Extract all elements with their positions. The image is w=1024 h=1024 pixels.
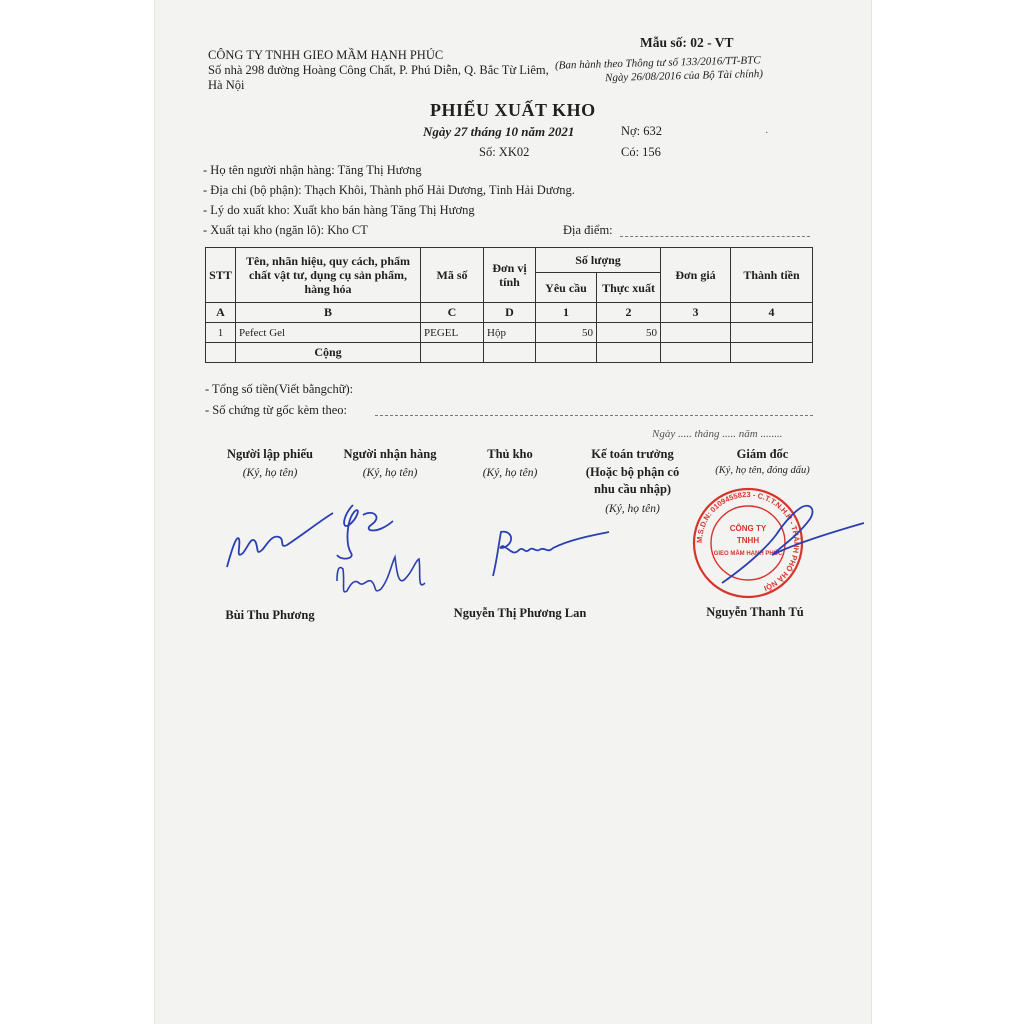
form-code: Mẫu số: 02 - VT	[640, 35, 734, 50]
sig-role-receiver: Người nhận hàng	[343, 447, 437, 461]
stamp-line-2: TNHH	[736, 536, 760, 545]
header-quantity: Số lượng	[536, 248, 661, 273]
total-label: Cộng	[236, 343, 421, 363]
header-stt: STT	[206, 248, 236, 303]
row-code: PEGEL	[421, 323, 484, 343]
paper-speck: ·	[765, 128, 769, 139]
stamp-line-3: GIEO MẦM HẠNH PHÚC	[713, 551, 783, 557]
total-words-line: - Tổng số tiền(Viết bằngchữ):	[205, 382, 354, 396]
company-name: CÔNG TY TNHH GIEO MẦM HẠNH PHÚC	[208, 48, 444, 62]
debit-account: Nợ: 632	[621, 124, 662, 138]
attached-docs-line: - Số chứng từ gốc kèm theo:	[205, 403, 347, 417]
sig-role-accountant-line3: nhu cầu nhập)	[593, 482, 672, 496]
row-stt: 1	[206, 323, 236, 343]
company-address: Số nhà 298 đường Hoàng Công Chất, P. Phú Diễn, Q. Bắc Từ Liêm,	[208, 63, 549, 77]
page-title: PHIẾU XUẤT KHO	[430, 100, 596, 120]
header-requested: Yêu cầu	[536, 273, 597, 303]
sig-role-director: Giám đốc	[736, 447, 789, 461]
row-requested: 50	[536, 323, 597, 343]
attached-docs-dots	[375, 415, 813, 416]
stamp-line-1: CÔNG TY	[729, 524, 767, 533]
sig-role-accountant: Kế toán trưởng	[591, 447, 674, 461]
sig-role-preparer: Người lập phiếu	[227, 447, 313, 461]
sig-note-director: (Ký, họ tên, đóng dấu)	[715, 465, 810, 476]
column-key: 3	[661, 303, 731, 323]
header-amount: Thành tiền	[731, 248, 813, 303]
location-dots	[620, 236, 810, 237]
warehouse-line: - Xuất tại kho (ngăn lô): Kho CT	[203, 223, 368, 237]
column-key: A	[206, 303, 236, 323]
items-table	[205, 247, 813, 363]
table-row	[206, 323, 813, 343]
sig-note-storekeeper: (Ký, họ tên)	[482, 467, 538, 479]
header-code: Mã số	[421, 248, 484, 303]
stamp-ring-text: M.S.D.N: 0109455823 - C.T.T.N.H.H - THÀNH PHỐ HÀ NỘI	[694, 489, 802, 593]
sig-role-storekeeper: Thủ kho	[487, 447, 533, 461]
column-key: 2	[597, 303, 661, 323]
total-row	[206, 343, 813, 363]
reason-line: - Lý do xuất kho: Xuất kho bán hàng Tăng Thị Hương	[203, 203, 475, 217]
signature-preparer	[225, 505, 335, 575]
column-key: 4	[731, 303, 813, 323]
sig-note-preparer: (Ký, họ tên)	[242, 467, 298, 479]
sig-note-receiver: (Ký, họ tên)	[362, 467, 418, 479]
sig-name-storekeeper: Nguyễn Thị Phương Lan	[453, 606, 587, 620]
credit-account: Có: 156	[621, 145, 661, 159]
header-actual: Thực xuất	[597, 273, 661, 303]
location-label: Địa điểm:	[563, 223, 613, 237]
row-unit: Hộp	[484, 323, 536, 343]
form-regulation-date: Ngày 26/08/2016 của Bộ Tài chính)	[604, 67, 764, 85]
sig-name-director: Nguyễn Thanh Tú	[706, 605, 804, 619]
document-paper	[155, 0, 871, 1024]
form-regulation: (Ban hành theo Thông tư số 133/2016/TT-BTC	[554, 54, 761, 72]
signature-storekeeper	[473, 520, 613, 590]
row-actual: 50	[597, 323, 661, 343]
column-key: C	[421, 303, 484, 323]
document-number: Số: XK02	[479, 145, 530, 159]
sign-date: Ngày ..... tháng ..... năm ........	[652, 428, 783, 440]
address-line: - Địa chỉ (bộ phận): Thạch Khôi, Thành phố Hải Dương, Tỉnh Hải Dương.	[203, 183, 575, 197]
header-name: Tên, nhãn hiệu, quy cách, phẩm chất vật tư, dụng cụ sản phẩm, hàng hóa	[236, 248, 421, 303]
row-name: Pefect Gel	[236, 323, 421, 343]
column-key: 1	[536, 303, 597, 323]
header-unit: Đơn vị tính	[484, 248, 536, 303]
row-price	[661, 323, 731, 343]
sig-role-accountant-line2: (Hoặc bộ phận có	[585, 465, 680, 479]
column-key: D	[484, 303, 536, 323]
sig-name-preparer: Bùi Thu Phương	[225, 608, 315, 622]
receiver-line: - Họ tên người nhận hàng: Tăng Thị Hương	[203, 163, 422, 177]
column-key: B	[236, 303, 421, 323]
header-price: Đơn giá	[661, 248, 731, 303]
row-amount	[731, 323, 813, 343]
signature-receiver	[333, 495, 453, 605]
column-key-row	[206, 303, 813, 323]
sig-note-accountant: (Ký, họ tên)	[605, 503, 660, 515]
document-date: Ngày 27 tháng 10 năm 2021	[423, 124, 575, 139]
company-stamp	[692, 483, 871, 603]
company-address-city: Hà Nội	[208, 78, 245, 92]
